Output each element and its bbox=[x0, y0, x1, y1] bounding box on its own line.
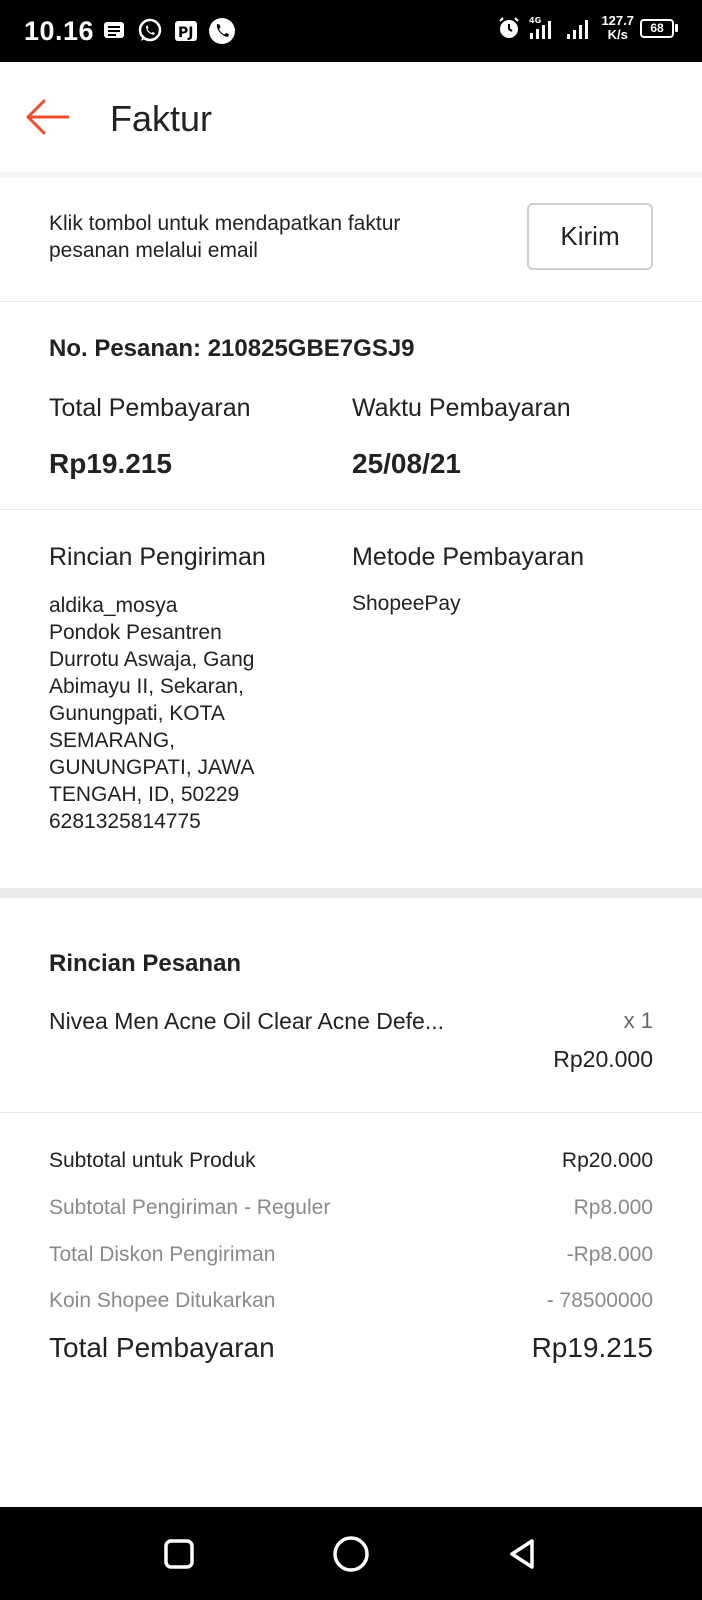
order-details-section bbox=[0, 898, 702, 1113]
order-number: No. Pesanan: 210825GBE7GSJ9 bbox=[49, 335, 415, 362]
summary-value: Rp20.000 bbox=[561, 1149, 653, 1172]
arrow-left-icon bbox=[24, 97, 70, 137]
shipping-address bbox=[49, 592, 289, 835]
summary-value: -Rp8.000 bbox=[566, 1243, 653, 1266]
summary-value: Rp8.000 bbox=[573, 1196, 653, 1219]
summary-row-shipping-subtotal bbox=[49, 1196, 653, 1220]
system-icons bbox=[495, 14, 678, 42]
signal-4g-icon bbox=[529, 14, 559, 42]
address-phone: 6281325814775 bbox=[49, 810, 201, 833]
phone-call-icon bbox=[208, 17, 236, 45]
status-bar bbox=[0, 0, 702, 62]
message-icon bbox=[100, 17, 128, 45]
shipping-section bbox=[0, 510, 702, 888]
summary-row-shopee-coins bbox=[49, 1289, 653, 1313]
summary-total-label: Total Pembayaran bbox=[49, 1332, 275, 1363]
status-time: 10.16 bbox=[24, 16, 95, 46]
square-icon bbox=[162, 1537, 196, 1571]
product-quantity: x 1 bbox=[623, 1008, 653, 1033]
address-line: aldika_mosya bbox=[49, 594, 178, 617]
svg-text:PJ: PJ bbox=[178, 25, 194, 41]
summary-label: Subtotal untuk Produk bbox=[49, 1149, 256, 1172]
email-invoice-section bbox=[0, 178, 702, 302]
address-line: GUNUNGPATI, JAWA bbox=[49, 756, 255, 779]
triangle-back-icon bbox=[504, 1536, 540, 1572]
home-button[interactable] bbox=[329, 1532, 373, 1576]
payment-time-label: Waktu Pembayaran bbox=[352, 394, 571, 422]
summary-label: Koin Shopee Ditukarkan bbox=[49, 1289, 276, 1312]
payment-summary bbox=[0, 1113, 702, 1413]
email-invoice-message: Klik tombol untuk mendapatkan faktur pesanan melalui email bbox=[49, 212, 401, 262]
svg-text:4G: 4G bbox=[529, 16, 542, 25]
summary-row-shipping-discount bbox=[49, 1243, 653, 1267]
app-bar bbox=[0, 62, 702, 172]
recent-apps-button[interactable] bbox=[157, 1532, 201, 1576]
address-line: Pondok Pesantren bbox=[49, 621, 222, 644]
payment-time-value: 25/08/21 bbox=[352, 448, 461, 479]
parking-app-icon bbox=[172, 17, 200, 45]
product-price: Rp20.000 bbox=[553, 1046, 653, 1072]
back-button[interactable] bbox=[22, 92, 72, 142]
page-title: Faktur bbox=[110, 98, 213, 139]
total-payment-value: Rp19.215 bbox=[49, 448, 172, 479]
address-line: SEMARANG, bbox=[49, 729, 176, 752]
address-line: TENGAH, ID, 50229 bbox=[49, 783, 240, 806]
alarm-icon bbox=[495, 14, 523, 42]
total-payment-label: Total Pembayaran bbox=[49, 394, 251, 422]
payment-method-value: ShopeePay bbox=[352, 592, 461, 615]
summary-label: Subtotal Pengiriman - Reguler bbox=[49, 1196, 331, 1219]
summary-row-total bbox=[49, 1332, 653, 1364]
whatsapp-icon bbox=[136, 17, 164, 45]
product-name: Nivea Men Acne Oil Clear Acne Defe... bbox=[49, 1008, 445, 1034]
address-line: Durrotu Aswaja, Gang bbox=[49, 648, 255, 671]
battery-icon: 68 bbox=[640, 19, 678, 38]
summary-label: Total Diskon Pengiriman bbox=[49, 1243, 276, 1266]
order-info-section bbox=[0, 302, 702, 510]
order-details-title: Rincian Pesanan bbox=[49, 950, 242, 977]
address-line: Gunungpati, KOTA bbox=[49, 702, 225, 725]
back-nav-button[interactable] bbox=[500, 1532, 544, 1576]
network-speed: 127.7 K/s bbox=[601, 13, 634, 42]
shipping-details-label: Rincian Pengiriman bbox=[49, 543, 266, 571]
system-nav-bar bbox=[0, 1507, 702, 1600]
summary-row-product-subtotal bbox=[49, 1149, 653, 1173]
summary-value: - 78500000 bbox=[546, 1289, 653, 1312]
summary-total-value: Rp19.215 bbox=[531, 1332, 653, 1363]
address-line: Abimayu II, Sekaran, bbox=[49, 675, 244, 698]
payment-method-label: Metode Pembayaran bbox=[352, 543, 585, 571]
section-divider bbox=[0, 888, 702, 898]
signal-bars-icon bbox=[565, 14, 595, 42]
notification-icons bbox=[100, 17, 236, 45]
circle-icon bbox=[331, 1534, 371, 1574]
send-invoice-button[interactable]: Kirim bbox=[527, 203, 653, 270]
